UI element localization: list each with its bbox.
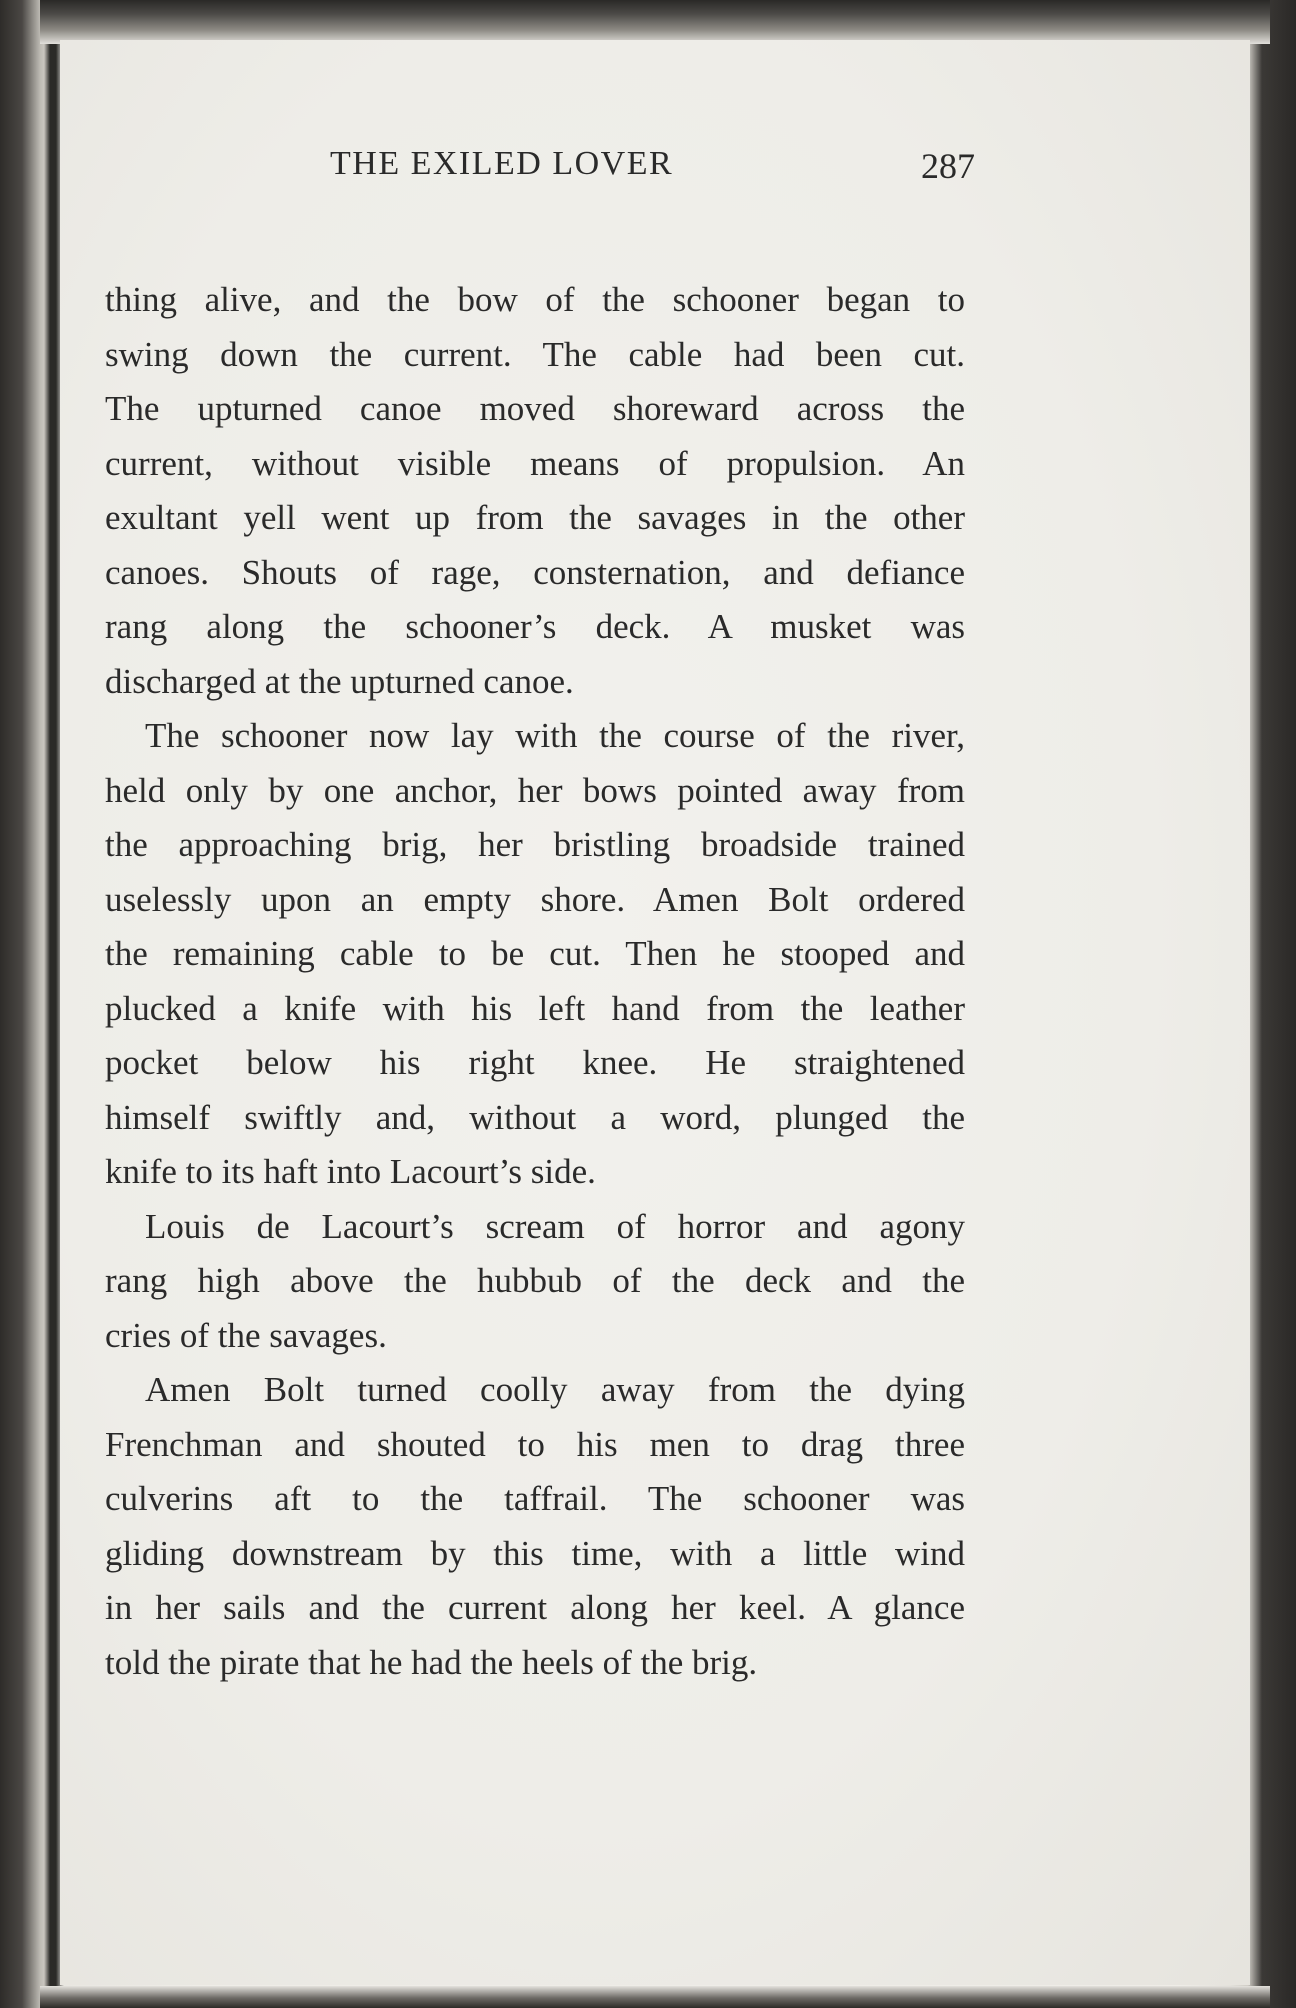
running-head <box>270 145 975 195</box>
text-line: the approaching brig, her bristling broadside trained <box>105 825 965 864</box>
text-line: canoes. Shouts of rage, consternation, and defiance <box>105 552 965 592</box>
text-line: culverins aft to the taffrail. The schooner was <box>105 1479 965 1518</box>
text-line: exultant yell went up from the savages in the other <box>105 498 965 537</box>
text-line: Frenchman and shouted to his men to drag three <box>105 1424 965 1464</box>
text-line: discharged at the upturned canoe. <box>105 661 574 701</box>
paragraph <box>105 1200 965 1364</box>
text-line: the remaining cable to be cut. Then he stooped and <box>105 934 965 973</box>
page-top-edge <box>40 0 1270 44</box>
text-line: in her sails and the current along her keel. A glance <box>105 1588 965 1627</box>
text-line: cries of the savages. <box>105 1315 387 1355</box>
text-line: uselessly upon an empty shore. Amen Bolt ordered <box>105 879 965 919</box>
page-number: 287 <box>921 146 975 186</box>
text-line: rang along the schooner’s deck. A musket was <box>105 607 965 646</box>
text-line: current, without visible means of propulsion. An <box>105 443 965 483</box>
text-line: pocket below his right knee. He straightened <box>105 1043 965 1082</box>
paragraph <box>105 273 965 709</box>
page-bottom-edge <box>40 1986 1270 2008</box>
paragraph <box>105 709 965 1200</box>
text-line: The upturned canoe moved shoreward across the <box>105 389 965 428</box>
text-line: Louis de Lacourt’s scream of horror and agony <box>145 1206 965 1246</box>
text-line: swing down the current. The cable had been cut. <box>105 334 965 374</box>
text-line: himself swiftly and, without a word, plunged the <box>105 1097 965 1137</box>
text-line: gliding downstream by this time, with a little wind <box>105 1533 965 1573</box>
text-line: rang high above the hubbub of the deck and the <box>105 1261 965 1300</box>
text-line: plucked a knife with his left hand from the leather <box>105 988 965 1028</box>
body-text <box>105 273 965 1690</box>
running-head-title: THE EXILED LOVER <box>330 145 674 182</box>
text-line: The schooner now lay with the course of the river, <box>145 716 965 755</box>
text-line: knife to its haft into Lacourt’s side. <box>105 1152 596 1191</box>
text-line: held only by one anchor, her bows pointed away from <box>105 770 965 810</box>
text-line: thing alive, and the bow of the schooner began to <box>105 280 965 319</box>
text-line: Amen Bolt turned coolly away from the dying <box>145 1370 965 1409</box>
paragraph <box>105 1363 965 1690</box>
text-line: told the pirate that he had the heels of the brig. <box>105 1642 758 1682</box>
